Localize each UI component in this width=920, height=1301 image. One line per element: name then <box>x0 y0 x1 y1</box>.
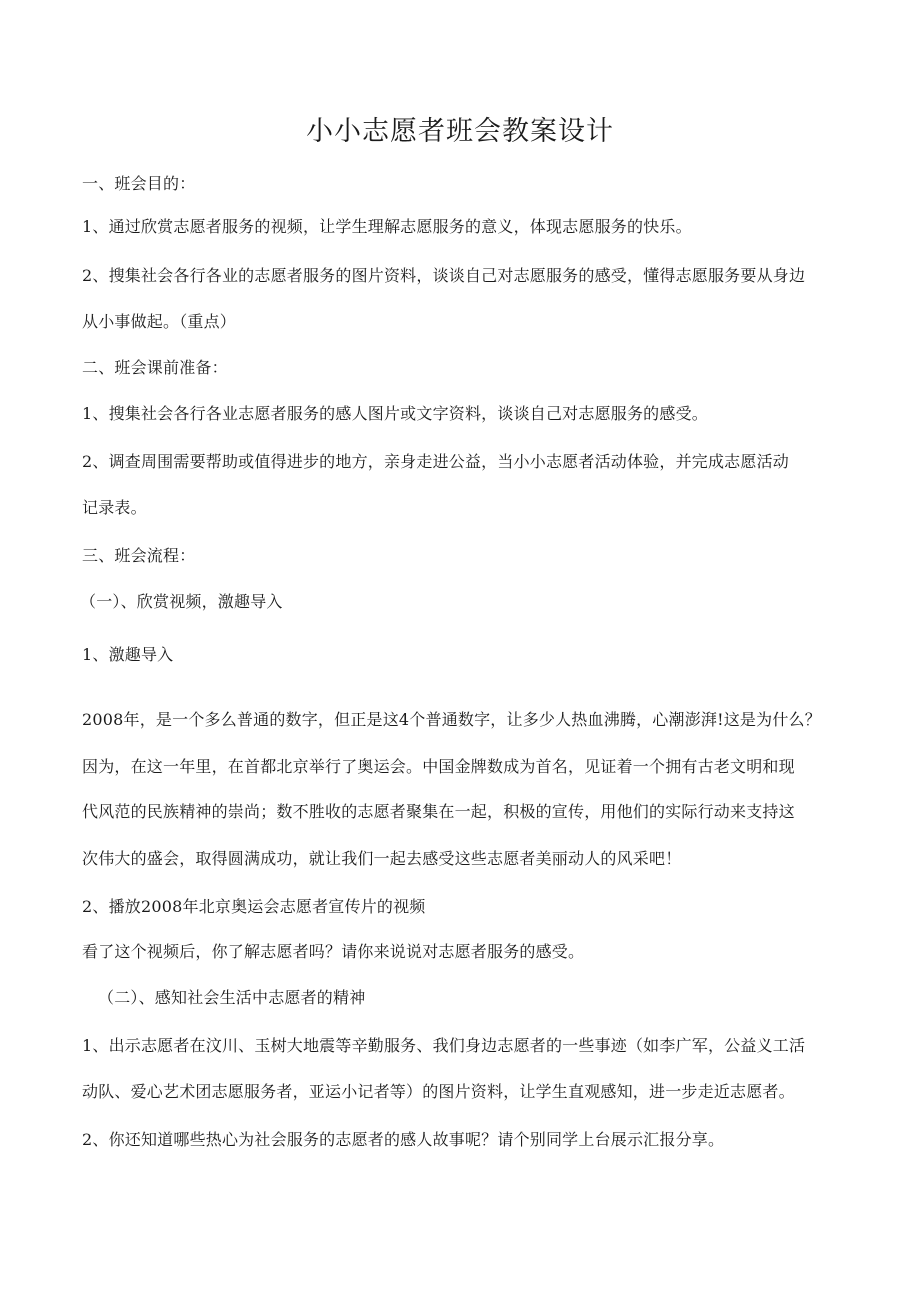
paragraph-line: 2、搜集社会各行各业的志愿者服务的图片资料，谈谈自己对志愿服务的感受，懂得志愿服务要从身边 <box>82 266 806 285</box>
paragraph-line: 从小事做起。（重点） <box>82 312 237 331</box>
section-heading: 一、班会目的： <box>82 174 196 193</box>
paragraph-line: 1、通过欣赏志愿者服务的视频，让学生理解志愿服务的意义，体现志愿服务的快乐。 <box>82 217 692 236</box>
paragraph-line: 记录表。 <box>82 498 147 517</box>
paragraph-line: 代风范的民族精神的崇尚；数不胜收的志愿者聚集在一起，积极的宣传，用他们的实际行动来支持这 <box>82 802 795 821</box>
document-title: 小小志愿者班会教案设计 <box>306 116 614 147</box>
paragraph-line: 因为，在这一年里，在首都北京举行了奥运会。中国金牌数成为首名，见证着一个拥有古老文明和现 <box>82 757 795 776</box>
paragraph-line: 看了这个视频后，你了解志愿者吗？请你来说说对志愿者服务的感受。 <box>82 942 585 961</box>
section-heading: 二、班会课前准备： <box>82 358 228 377</box>
paragraph-line: 动队、爱心艺术团志愿服务者，亚运小记者等）的图片资料，让学生直观感知，进一步走近志愿者。 <box>82 1082 795 1101</box>
paragraph-line: 2、调查周围需要帮助或值得进步的地方，亲身走进公益，当小小志愿者活动体验，并完成志愿活动 <box>82 452 789 471</box>
subsection-heading: （二）、感知社会生活中志愿者的精神 <box>98 988 366 1007</box>
paragraph-line: 1、搜集社会各行各业志愿者服务的感人图片或文字资料，谈谈自己对志愿服务的感受。 <box>82 404 708 423</box>
subsection-heading: （一）、欣赏视频，激趣导入 <box>80 592 283 611</box>
paragraph-line: 2、你还知道哪些热心为社会服务的志愿者的感人故事呢？请个别同学上台展示汇报分享。 <box>82 1130 725 1149</box>
paragraph-line: 1、出示志愿者在汶川、玉树大地震等辛勤服务、我们身边志愿者的一些事迹（如李广军，公益义工活 <box>82 1036 806 1055</box>
paragraph-line: 2008年，是一个多么普通的数字，但正是这4个普通数字，让多少人热血沸腾，心潮澎湃!这是为什么？ <box>82 710 821 729</box>
paragraph-line: 2、播放2008年北京奥运会志愿者宣传片的视频 <box>82 897 426 916</box>
paragraph-line: 1、激趣导入 <box>82 645 174 664</box>
paragraph-line: 次伟大的盛会，取得圆满成功，就让我们一起去感受这些志愿者美丽动人的风采吧！ <box>82 849 682 868</box>
section-heading: 三、班会流程： <box>82 546 196 565</box>
